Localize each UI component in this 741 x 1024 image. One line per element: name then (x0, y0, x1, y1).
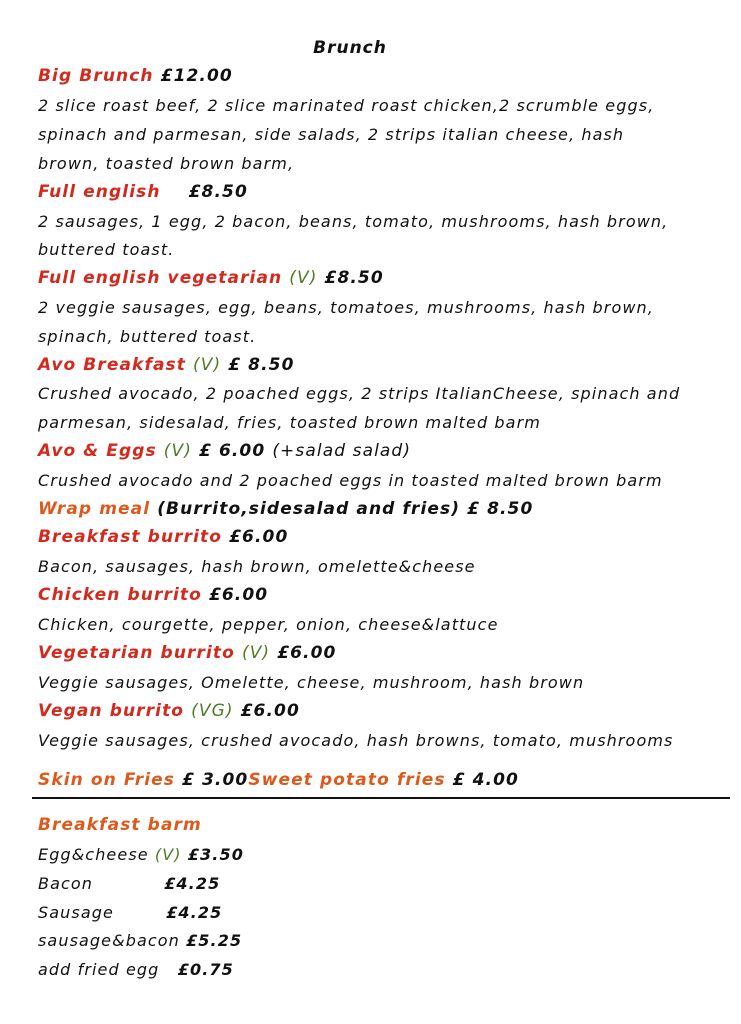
barm-item-price: £4.25 (166, 903, 223, 922)
item-description: spinach, buttered toast. (38, 327, 257, 346)
barm-item-name: add fried egg (38, 960, 160, 979)
veg-tag: (V) (154, 845, 182, 864)
item-description: 2 sausages, 1 egg, 2 bacon, beans, tomato, mushrooms, hash brown, (38, 212, 669, 231)
item-name: Vegan burrito (38, 701, 185, 721)
item-extra: (Burrito,sidesalad and fries) (157, 499, 461, 519)
item-price: £6.00 (240, 701, 300, 721)
barm-item-name: sausage&bacon (38, 931, 180, 950)
menu-item-heading (38, 527, 729, 547)
section-divider (32, 797, 730, 799)
barm-item (38, 960, 729, 979)
menu-item-heading (38, 355, 729, 375)
sides-row (38, 770, 729, 790)
item-description: parmesan, sidesalad, fries, toasted brown malted barm (38, 413, 541, 432)
item-description: 2 veggie sausages, egg, beans, tomatoes, mushrooms, hash brown, (38, 298, 654, 317)
item-name: Full english (38, 182, 161, 202)
item-description: 2 slice roast beef, 2 slice marinated roast chicken,2 scrumble eggs, (38, 96, 655, 115)
section-heading (38, 815, 729, 835)
menu-item-heading (38, 643, 729, 663)
menu-item-heading (38, 268, 729, 288)
item-price: £ 6.00 (199, 441, 266, 461)
item-name: Breakfast burrito (38, 527, 223, 547)
item-price: £ 8.50 (228, 355, 295, 375)
barm-item-name: Egg&cheese (38, 845, 149, 864)
item-name: Big Brunch (38, 66, 154, 86)
menu-item-heading (38, 499, 729, 519)
veg-tag: (V) (241, 643, 271, 663)
menu-title: Brunch (313, 38, 387, 58)
item-price: £8.50 (188, 182, 248, 202)
barm-item (38, 903, 729, 922)
item-name: Avo & Eggs (38, 441, 157, 461)
barm-item (38, 931, 729, 950)
item-description: Crushed avocado, 2 poached eggs, 2 strips ItalianCheese, spinach and (38, 384, 681, 403)
veg-tag: (V) (193, 355, 222, 375)
barm-heading: Breakfast barm (38, 815, 202, 835)
barm-item (38, 874, 729, 893)
menu-item-heading (38, 441, 729, 461)
side-price: £ 4.00 (452, 770, 519, 790)
veg-tag: (V) (289, 268, 318, 288)
item-description: Veggie sausages, Omelette, cheese, mushroom, hash brown (38, 673, 585, 692)
menu-item-heading (38, 66, 729, 86)
item-description: buttered toast. (38, 240, 175, 259)
barm-item-name: Sausage (38, 903, 114, 922)
veg-tag: (VG) (191, 701, 234, 721)
barm-item-price: £0.75 (177, 960, 234, 979)
veg-tag: (V) (163, 441, 192, 461)
item-price: £6.00 (208, 585, 269, 605)
item-price: £ 8.50 (467, 499, 534, 519)
menu-item-heading (38, 585, 729, 605)
item-description: Crushed avocado and 2 poached eggs in toasted malted brown barm (38, 471, 663, 490)
item-name: Chicken burrito (38, 585, 202, 605)
item-price: £6.00 (229, 527, 289, 547)
side-name: Sweet potato fries (248, 770, 446, 790)
item-name: Full english vegetarian (38, 268, 283, 288)
barm-item-name: Bacon (38, 874, 94, 893)
item-price: £6.00 (277, 643, 337, 663)
barm-item-price: £5.25 (186, 931, 243, 950)
menu-item-heading (38, 701, 729, 721)
item-description: Chicken, courgette, pepper, onion, cheese&lattuce (38, 615, 499, 634)
item-extra: (+salad salad) (272, 441, 412, 461)
item-price: £8.50 (324, 268, 384, 288)
item-description: brown, toasted brown barm, (38, 154, 295, 173)
menu-item-heading (38, 182, 729, 202)
item-description: Bacon, sausages, hash brown, omelette&cheese (38, 557, 476, 576)
item-price: £12.00 (160, 66, 233, 86)
item-description: spinach and parmesan, side salads, 2 strips italian cheese, hash (38, 125, 625, 144)
side-name: Skin on Fries (38, 770, 176, 790)
item-name: Wrap meal (38, 499, 151, 519)
side-price: £ 3.00 (182, 770, 249, 790)
barm-item-price: £4.25 (164, 874, 221, 893)
item-name: Avo Breakfast (38, 355, 186, 375)
barm-item (38, 845, 729, 864)
item-description: Veggie sausages, crushed avocado, hash browns, tomato, mushrooms (38, 731, 674, 750)
item-name: Vegetarian burrito (38, 643, 235, 663)
barm-item-price: £3.50 (187, 845, 244, 864)
